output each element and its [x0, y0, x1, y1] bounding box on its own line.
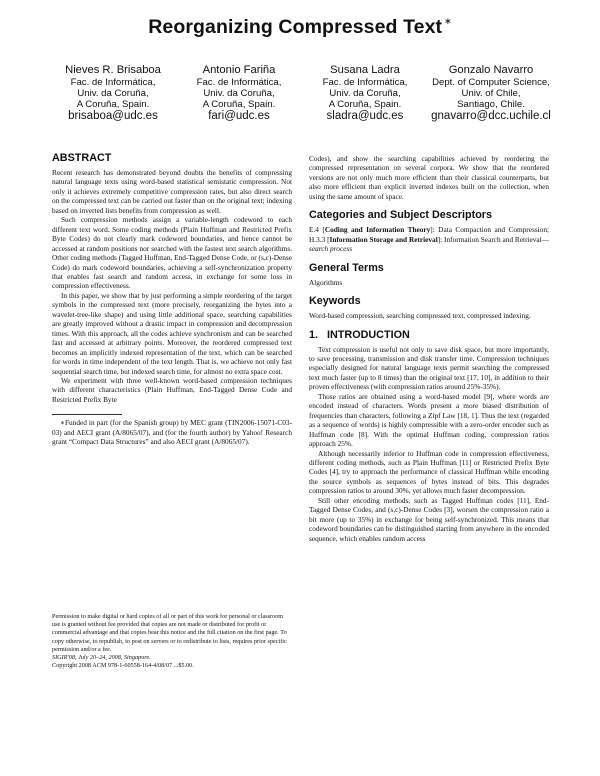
categories-text: E.4 [Coding and Information Theory]: Data Compaction and Compression; H.3.3 [Information Storage and Retrieval]: Information Search and Retrieval—search process: [309, 225, 550, 254]
introduction-section: [309, 329, 549, 544]
categories-section: [309, 209, 549, 253]
abstract-paragraph: Recent research has demonstrated beyond doubts the benefits of compressing natural language texts using word-based statistical semistatic compression. Not only it achieves extremely competitive compression rates, but also direct search on the compressed text can be carried out faster than on the original text; indexing based on inverted lists benefits from compression as well.: [52, 168, 292, 215]
author-affiliation: A Coruña, Spain.: [76, 99, 150, 110]
left-column: [52, 152, 292, 447]
abstract-paragraph: Such compression methods assign a variable-length codeword to each different text word. Some coding methods (Plain Huffman and Restricted Prefix Byte Codes) do not clearly mark codeword boundaries, and hence cannot be accessed at random positions nor searched with the fastest text search algorithms. Other coding methods (Tagged Huffman, End-Tagged Dense Code, or (s,c)-Dense Code) do mark codeword boundaries, achieving a self-synchronization property that enables fast search and random access, in exchange for some loss in compression effectiveness.: [52, 215, 292, 291]
introduction-paragraph: Although necessarily inferior to Huffman code in compression effectiveness, different coding methods, such as Plain Huffman [11] or Restricted Prefix Byte Codes [4], try to approach the performance of classical Huffman while encoding the source symbols as sequences of bytes instead of bits. This degrades compression ratios to around 30%, yet allows much faster decompression.: [309, 448, 549, 496]
author-affiliation: Santiago, Chile.: [457, 99, 525, 110]
author-block: [52, 64, 552, 123]
categories-heading: Categories and Subject Descriptors: [309, 209, 492, 222]
paper-title: Reorganizing Compressed Text ∗: [148, 16, 452, 38]
keywords-section: [309, 295, 549, 320]
abstract-paragraph: In this paper, we show that by just performing a simple reordering of the target symbols in the compressed text (more precisely, reorganizing the bytes into a wavelet-tree-like shape) and using little additional space, searching capabilities are greatly improved without a drastic impact in compression and decompression times. With this approach, all the codes achieve synchronism and can be searched fast and accessed at arbitrary points. Moreover, the reordered compressed text becomes an implicitly indexed representation of the text, which can be searched for words in time independent of the text length. That is, we achieve not only fast sequential search time, but indexed search time, for almost no extra space cost.: [52, 290, 292, 376]
keywords-heading: Keywords: [309, 295, 361, 308]
general-terms-section: [309, 262, 549, 287]
introduction-heading: 1. INTRODUCTION: [309, 328, 410, 341]
author-affiliation: Univ. of Chile,: [461, 88, 521, 99]
copyright-line: Copyright 2008 ACM 978-1-60558-164-4/08/07 ...$5.00.: [52, 662, 194, 670]
abstract-heading: ABSTRACT: [52, 152, 112, 164]
author-affiliation: Fac. de Informática,: [70, 77, 156, 88]
author-name: Antonio Fariña: [202, 64, 276, 76]
general-terms-text: Algorithms: [309, 277, 343, 287]
author-affiliation: Dept. of Computer Science,: [432, 77, 550, 88]
author-name: Susana Ladra: [330, 64, 400, 76]
introduction-paragraph: Still other encoding methods, such as Tagged Huffman codes [11], End-Tagged Dense Codes, and (s,c)-Dense Codes [3], worsen the compression ratio a bit more (up to 35%) in exchange for being self-synchronized. This means that codeword boundaries can be distinguished starting from anywhere in the encoded sequence, which enables random access: [309, 495, 549, 543]
general-terms-heading: General Terms: [309, 261, 384, 274]
abstract-paragraph: We experiment with three well-known word-based compression techniques with different characteristics (Plain Huffman, End-Tagged Dense Code and Restricted Prefix Byte: [52, 375, 292, 404]
author-name: Gonzalo Navarro: [448, 64, 534, 76]
right-column: [309, 154, 549, 543]
conference-venue: SIGIR'08, July 20–24, 2008, Singapore.: [52, 654, 151, 662]
keywords-text: Word-based compression, searching compressed text, compressed indexing.: [309, 311, 531, 321]
footnote-rule: [52, 414, 122, 415]
author-affiliation: A Coruña, Spain.: [202, 99, 276, 110]
author-affiliation: Univ. da Coruña,: [203, 88, 275, 99]
author-email: gnavarro@dcc.uchile.cl: [431, 110, 551, 122]
author-name: Nieves R. Brisaboa: [65, 64, 161, 76]
author-4: [430, 64, 552, 123]
funding-footnote: ∗Funded in part (for the Spanish group) by MEC grant (TIN2006-15071-C03-03) and AECI grant (A/8065/07), and (for the fourth author) by Yahoo! Research grant “Compact Data Structures” and also AECI grant (A/8065/07).: [52, 418, 292, 447]
author-affiliation: Fac. de Informática,: [322, 77, 408, 88]
introduction-paragraph: Text compression is useful not only to save disk space, but more importantly, to save processing, transmission and disk transfer time. Compression techniques especially designed for natural language texts permit searching the compressed text much faster (up to 8 times) than the original text [17, 10], in addition to their proven effectiveness (with compression ratios around 25%-35%).: [309, 344, 549, 392]
author-affiliation: Fac. de Informática,: [196, 77, 282, 88]
title-footnote-mark: ∗: [444, 16, 452, 26]
permission-notice: Permission to make digital or hard copies of all or part of this work for personal or classroom use is granted without fee provided that copies are not made or distributed for profit or commercial advantage and that copies bear this notice and the full citation on the first page. To copy otherwise, to republish, to post on servers or to redistribute to lists, requires prior specific permission and/or a fee.: [52, 613, 287, 653]
introduction-paragraph: Those ratios are obtained using a word-based model [9], where words are encoded instead of characters. Words present a more biased distribution of frequencies than characters, following a Zipf Law [18, 1]. Thus the text (regarded as a sequence of words) is highly compressible with a zero-order encoder such as Huffman code [8]. With the optimal Huffman coding, compression ratios approach 25%.: [309, 391, 549, 449]
permission-block: [52, 613, 292, 670]
author-2: [178, 64, 300, 123]
author-affiliation: A Coruña, Spain.: [328, 99, 402, 110]
abstract-continued: Codes), and show the searching capabilities achieved by reordering the compressed representation on several corpora. We show that the reordered versions are not only much more efficient than their classical counterparts, but also more efficient than explicit inverted indexes built on the collection, when using the same amount of space.: [309, 154, 549, 201]
author-email: brisaboa@udc.es: [68, 110, 158, 122]
author-1: [52, 64, 174, 123]
author-email: sladra@udc.es: [326, 110, 404, 122]
author-affiliation: Univ. da Coruña,: [329, 88, 401, 99]
author-affiliation: Univ. da Coruña,: [77, 88, 149, 99]
author-3: [304, 64, 426, 123]
author-email: fari@udc.es: [208, 110, 270, 122]
